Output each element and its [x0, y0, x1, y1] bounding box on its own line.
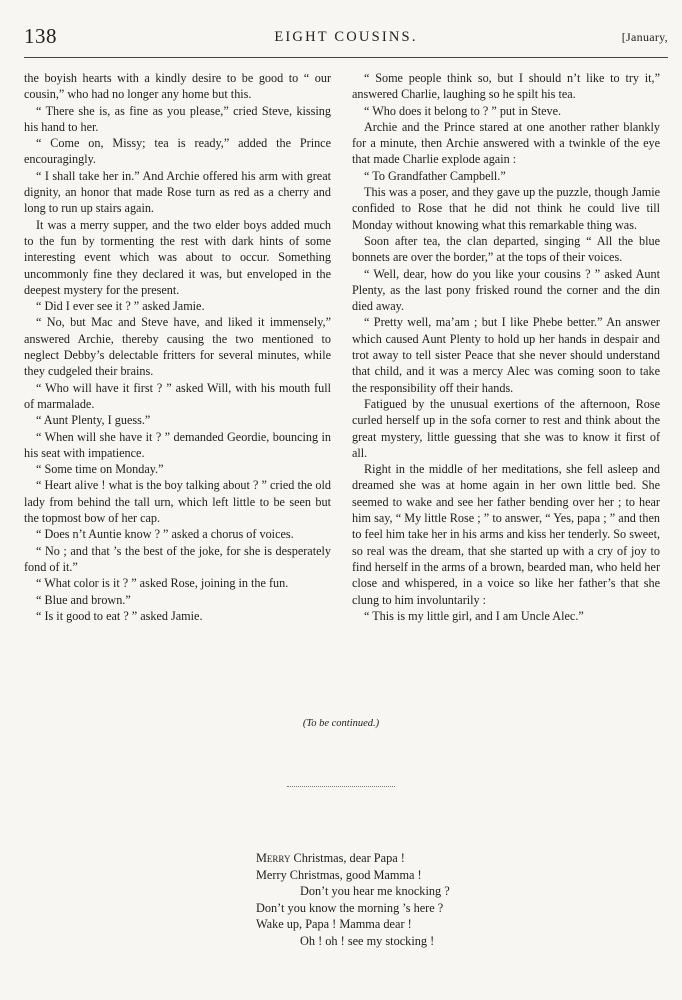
running-title: EIGHT COUSINS. — [274, 29, 418, 45]
to-be-continued-note: (To be continued.) — [302, 718, 380, 729]
paragraph: “ Did I ever see it ? ” asked Jamie. — [36, 299, 205, 314]
page-number: 138 — [24, 24, 57, 48]
page-header — [24, 20, 668, 50]
poem-line — [256, 850, 536, 867]
header-rule — [24, 57, 668, 58]
paragraph: “ Does n’t Auntie know ? ” asked a chorus of voices. — [36, 527, 294, 542]
paragraph: “ No ; and that ’s the best of the joke, for she is desperately fond of it.” — [24, 543, 331, 574]
poem-line: Wake up, Papa ! Mamma dear ! — [256, 917, 412, 931]
paragraph: “ Is it good to eat ? ” asked Jamie. — [36, 608, 203, 623]
paragraph: “ Some time on Monday.” — [36, 462, 164, 477]
paragraph: the boyish hearts with a kindly desire to be good to “ our cousin,” who had no longer any home but this. — [24, 71, 331, 102]
paragraph: “ Pretty well, ma’am ; but I like Phebe better.” An answer which caused Aunt Plenty to hold up her hands in despair and trot away to tell sister Peace that she never should understand that child, and it was a mercy Alec was coming soon to take the responsibility off their hands. — [352, 315, 660, 395]
left-column — [24, 70, 331, 624]
poem-line: Merry Christmas, good Mamma ! — [256, 867, 422, 882]
poem-first-line-rest: Christmas, dear Papa ! — [290, 851, 405, 865]
right-column — [352, 70, 660, 624]
paragraph: “ Come on, Missy; tea is ready,” added the Prince encouragingly. — [24, 136, 331, 167]
poem-line: Oh ! oh ! see my stocking ! — [300, 933, 435, 948]
paragraph: “ There she is, as fine as you please,” cried Steve, kissing his hand to her. — [24, 103, 331, 134]
paragraph: “ This is my little girl, and I am Uncle Alec.” — [364, 608, 584, 623]
paragraph: “ Heart alive ! what is the boy talking about ? ” cried the old lady from behind the tall urn, which left little to be seen but the topmost bow of her cap. — [24, 478, 331, 526]
paragraph: “ Aunt Plenty, I guess.” — [36, 413, 151, 428]
issue-month: [January, — [621, 30, 668, 44]
paragraph: “ Who does it belong to ? ” put in Steve. — [364, 103, 562, 118]
poem-line: Don’t you hear me knocking ? — [300, 884, 450, 898]
paragraph: Fatigued by the unusual exertions of the afternoon, Rose curled herself up in the sofa corner to rest and think about the great mystery, little guessing that she was to know it first of all. — [352, 396, 660, 460]
poem-line: Don’t you know the morning ’s here ? — [256, 900, 444, 915]
poem-first-word: Merry — [256, 851, 291, 865]
paragraph: “ What color is it ? ” asked Rose, joining in the fun. — [36, 576, 289, 591]
paragraph: This was a poser, and they gave up the puzzle, though Jamie confided to Rose that he did not think he could live till Monday without knowing what this remarkable thing was. — [352, 185, 660, 232]
paragraph: Soon after tea, the clan departed, singing “ All the blue bonnets are over the border,” at the tops of their voices. — [352, 233, 660, 265]
paragraph: “ When will she have it ? ” demanded Geordie, bouncing in his seat with impatience. — [24, 429, 331, 460]
christmas-poem — [256, 850, 536, 949]
paragraph: Archie and the Prince stared at one another rather blankly for a minute, then Archie answered with a twinkle of the eye that made Charlie explode again : — [352, 119, 660, 167]
paragraph: “ Who will have it first ? ” asked Will, with his mouth full of marmalade. — [24, 380, 331, 411]
paragraph: “ Blue and brown.” — [36, 592, 131, 607]
paragraph: “ Some people think so, but I should n’t like to try it,” answered Charlie, laughing so he spilt his tea. — [352, 71, 660, 102]
paragraph: “ To Grandfather Campbell.” — [364, 168, 506, 183]
paragraph: Right in the middle of her meditations, she fell asleep and dreamed she was at home again in her own little bed. She seemed to wake and see her father bending over her ; to hear him say, “ My little Rose ; ” to answer, “ Yes, papa ; ” and then to feel him take her in his arms and kiss her tenderly. So sweet, so real was the dream, that she started up with a cry of joy to find herself in the arms of a brown, bearded man, who held her close and whispered, in a voice so like her father’s that she clung to him involuntarily : — [352, 462, 660, 607]
section-separator — [287, 786, 395, 787]
paragraph: It was a merry supper, and the two elder boys added much to the fun by tormenting the rest with dark hints of some interesting event which was about to occur. Something uncommonly fine they declared it was, but enveloped in the deepest mystery for the present. — [24, 217, 331, 297]
paragraph: “ I shall take her in.” And Archie offered his arm with great dignity, an honor that made Rose turn as red as a cherry and long to run up stairs again. — [24, 168, 331, 216]
paragraph: “ No, but Mac and Steve have, and liked it immensely,” answered Archie, thereby causing the two mentioned to neglect Debby’s delectable fritters for several minutes, while they cudgeled their brains. — [24, 315, 331, 379]
paragraph: “ Well, dear, how do you like your cousins ? ” asked Aunt Plenty, as the last pony frisked round the corner and the din died away. — [352, 266, 660, 314]
